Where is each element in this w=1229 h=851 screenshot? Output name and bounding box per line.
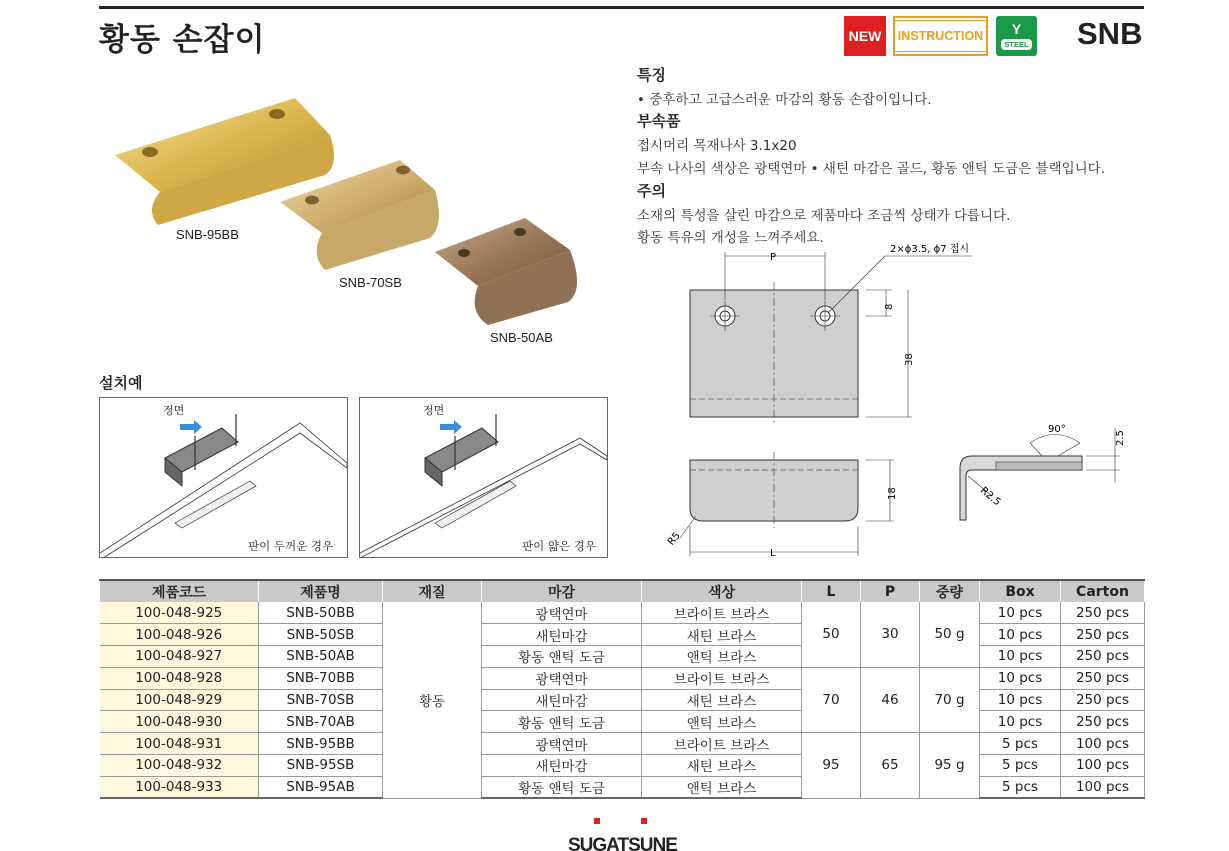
carton-qty: 100 pcs — [1061, 733, 1145, 755]
finish: 황동 앤틱 도금 — [482, 711, 642, 733]
col-header: P — [861, 580, 920, 602]
caution-line-2: 황동 특유의 개성을 느껴주세요. — [637, 230, 824, 246]
table-row — [100, 602, 1145, 624]
pitch-cell: 46 — [861, 667, 920, 732]
col-header: L — [802, 580, 861, 602]
length-cell: 50 — [802, 602, 861, 667]
length-cell: 70 — [802, 667, 861, 732]
sugatsune-logo — [568, 815, 678, 851]
color: 앤틱 브라스 — [642, 711, 802, 733]
box-qty: 5 pcs — [980, 776, 1061, 798]
technical-drawing — [660, 238, 1130, 568]
table-row — [100, 776, 1145, 798]
table-row — [100, 733, 1145, 755]
product-name: SNB-70AB — [259, 711, 383, 733]
product-code: 100-048-926 — [100, 624, 259, 646]
instruction-badge-label: INSTRUCTION — [894, 20, 987, 52]
product-code: 100-048-929 — [100, 689, 259, 711]
product-name: SNB-95SB — [259, 755, 383, 777]
col-header: Carton — [1061, 580, 1145, 602]
color: 브라이트 브라스 — [642, 602, 802, 624]
product-code: 100-048-931 — [100, 733, 259, 755]
carton-qty: 250 pcs — [1061, 667, 1145, 689]
product-name: SNB-70BB — [259, 667, 383, 689]
install-thin-illustration — [360, 398, 607, 557]
weight-cell: 50 g — [920, 602, 980, 667]
product-code: 100-048-928 — [100, 667, 259, 689]
carton-qty: 250 pcs — [1061, 624, 1145, 646]
product-name: SNB-50SB — [259, 624, 383, 646]
col-header: 제품코드 — [100, 580, 259, 602]
col-header: 재질 — [383, 580, 482, 602]
product-photos — [100, 90, 620, 350]
handle-snb-50ab — [435, 218, 577, 325]
new-badge: NEW — [844, 16, 886, 56]
product-code: 100-048-933 — [100, 776, 259, 798]
carton-qty: 250 pcs — [1061, 646, 1145, 668]
install-example-thin — [359, 397, 608, 558]
finish: 광택연마 — [482, 602, 642, 624]
table-row — [100, 624, 1145, 646]
box-qty: 10 pcs — [980, 689, 1061, 711]
carton-qty: 250 pcs — [1061, 711, 1145, 733]
box-qty: 5 pcs — [980, 755, 1061, 777]
dim-38: 38 — [904, 353, 915, 366]
product-label-70sb: SNB-70SB — [339, 275, 402, 290]
product-code: 100-048-932 — [100, 755, 259, 777]
box-qty: 10 pcs — [980, 646, 1061, 668]
caution-heading: 주의 — [637, 182, 666, 200]
accessories-line-1: 접시머리 목재나사 3.1x20 — [637, 138, 797, 154]
finish: 새틴마감 — [482, 689, 642, 711]
finish: 새틴마감 — [482, 624, 642, 646]
box-qty: 10 pcs — [980, 667, 1061, 689]
color: 새틴 브라스 — [642, 755, 802, 777]
table-row — [100, 755, 1145, 777]
dim-t25: 2.5 — [1115, 430, 1126, 446]
col-header: 중량 — [920, 580, 980, 602]
weight-cell: 95 g — [920, 733, 980, 798]
accessories-heading: 부속품 — [637, 112, 681, 130]
dim-l: L — [770, 548, 776, 559]
dim-r25: R2.5 — [977, 485, 1003, 509]
front-label-thick: 정면 — [163, 404, 185, 417]
col-header: 마감 — [482, 580, 642, 602]
carton-qty: 250 pcs — [1061, 689, 1145, 711]
caution-line-1: 소재의 특성을 살린 마감으로 제품마다 조금씩 상태가 다릅니다. — [637, 208, 1011, 224]
dim-8: 8 — [884, 303, 895, 310]
color: 앤틱 브라스 — [642, 646, 802, 668]
product-name: SNB-50BB — [259, 602, 383, 624]
spec-table — [99, 579, 1145, 799]
install-thick-illustration — [100, 398, 347, 557]
product-label-50ab: SNB-50AB — [490, 330, 553, 345]
screw-icon: Y — [1011, 21, 1022, 37]
dim-r5: R5 — [665, 530, 683, 548]
table-row — [100, 667, 1145, 689]
accessories-line-2: 부속 나사의 색상은 광택연마 • 새틴 마감은 골드, 황동 앤틱 도금은 블랙입니다. — [637, 161, 1106, 177]
product-name: SNB-50AB — [259, 646, 383, 668]
install-heading: 설치예 — [99, 374, 143, 392]
col-header: 제품명 — [259, 580, 383, 602]
dim-18: 18 — [887, 487, 898, 500]
profile-view — [960, 424, 1126, 520]
product-name: SNB-95AB — [259, 776, 383, 798]
pitch-cell: 65 — [861, 733, 920, 798]
instruction-badge[interactable] — [893, 16, 988, 56]
product-name: SNB-70SB — [259, 689, 383, 711]
steel-badge-label: STEEL — [1001, 39, 1031, 50]
product-name: SNB-95BB — [259, 733, 383, 755]
thin-caption: 판이 얇은 경우 — [522, 539, 596, 553]
color: 새틴 브라스 — [642, 689, 802, 711]
dim-angle: 90° — [1048, 424, 1066, 435]
finish: 광택연마 — [482, 667, 642, 689]
product-series-code: SNB — [1077, 16, 1143, 51]
table-header-row — [100, 580, 1145, 602]
box-qty: 5 pcs — [980, 733, 1061, 755]
product-code: 100-048-927 — [100, 646, 259, 668]
top-rule — [99, 6, 1144, 9]
color: 브라이트 브라스 — [642, 667, 802, 689]
weight-cell: 70 g — [920, 667, 980, 732]
install-example-thick — [99, 397, 348, 558]
color: 브라이트 브라스 — [642, 733, 802, 755]
carton-qty: 250 pcs — [1061, 602, 1145, 624]
page-title: 황동 손잡이 — [99, 22, 266, 58]
table-row — [100, 646, 1145, 668]
features-text: • 중후하고 고급스러운 마감의 황동 손잡이입니다. — [637, 92, 932, 108]
logo-wordmark: SUGATSUNE — [568, 835, 677, 851]
table-row — [100, 711, 1145, 733]
carton-qty: 100 pcs — [1061, 776, 1145, 798]
color: 새틴 브라스 — [642, 624, 802, 646]
box-qty: 10 pcs — [980, 624, 1061, 646]
material-cell: 황동 — [383, 602, 482, 798]
steel-screw-badge — [996, 16, 1037, 56]
col-header: 색상 — [642, 580, 802, 602]
finish: 황동 앤틱 도금 — [482, 646, 642, 668]
product-code: 100-048-925 — [100, 602, 259, 624]
col-header: Box — [980, 580, 1061, 602]
hole-note: 2×ϕ3.5, ϕ7 접시 — [890, 244, 970, 255]
carton-qty: 100 pcs — [1061, 755, 1145, 777]
color: 앤틱 브라스 — [642, 776, 802, 798]
finish: 황동 앤틱 도금 — [482, 776, 642, 798]
dim-p: P — [770, 252, 777, 263]
product-label-95bb: SNB-95BB — [176, 227, 239, 242]
product-code: 100-048-930 — [100, 711, 259, 733]
length-cell: 95 — [802, 733, 861, 798]
table-row — [100, 689, 1145, 711]
pitch-cell: 30 — [861, 602, 920, 667]
box-qty: 10 pcs — [980, 711, 1061, 733]
front-label-thin: 정면 — [423, 404, 445, 417]
thick-caption: 판이 두꺼운 경우 — [248, 539, 334, 553]
finish: 새틴마감 — [482, 755, 642, 777]
finish: 광택연마 — [482, 733, 642, 755]
box-qty: 10 pcs — [980, 602, 1061, 624]
features-heading: 특징 — [637, 66, 666, 84]
